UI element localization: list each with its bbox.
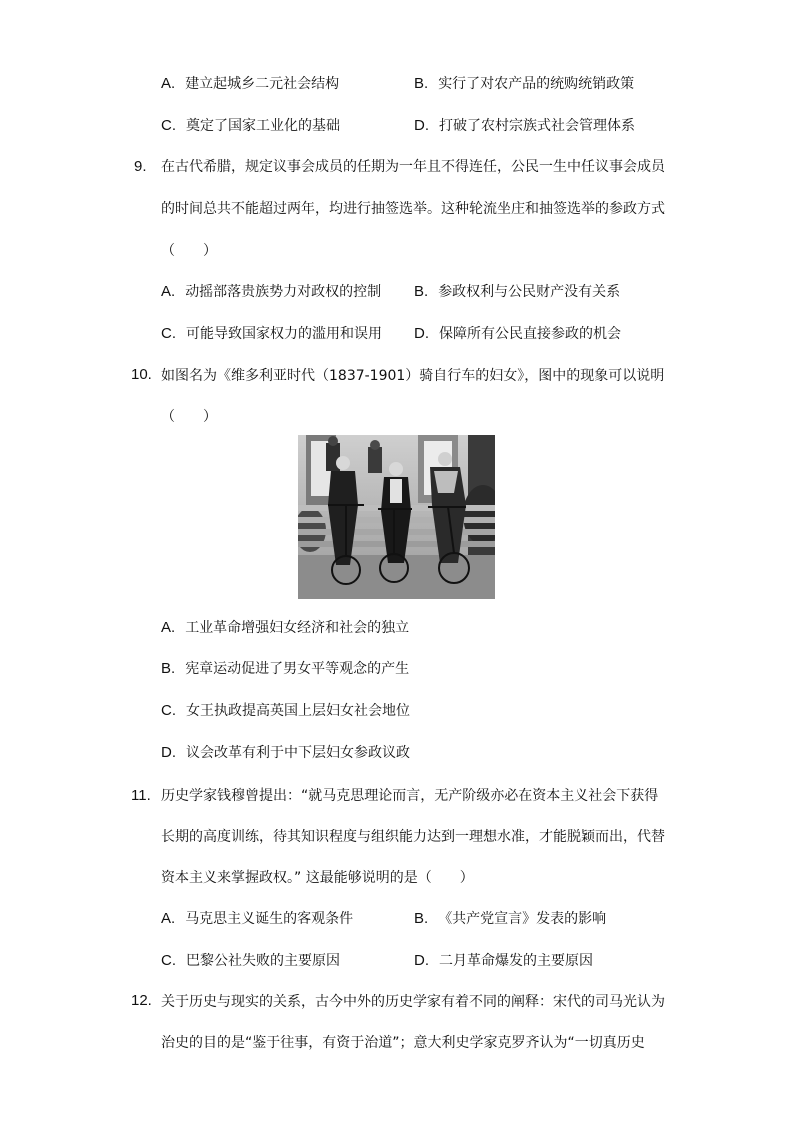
- option-text: 工业革命增强妇女经济和社会的独立: [185, 620, 410, 636]
- question-stem-line: 关于历史与现实的关系，古今中外的历史学家有着不同的阐释：宋代的司马光认为: [161, 994, 665, 1010]
- option-text: 保障所有公民直接参政的机会: [439, 326, 621, 342]
- q8-option-b[interactable]: [414, 73, 634, 93]
- option-letter: D.: [414, 952, 429, 969]
- option-letter: D.: [414, 117, 429, 134]
- option-letter: B.: [414, 283, 429, 300]
- question-stem-line: 治史的目的是“鉴于往事，有资于治道”；意大利史学家克罗齐认为“一切真历史: [161, 1035, 645, 1051]
- option-letter: A.: [161, 619, 176, 636]
- option-text: 可能导致国家权力的滥用和误用: [186, 326, 382, 342]
- option-letter: B.: [161, 660, 176, 677]
- q10-option-d[interactable]: [161, 742, 410, 762]
- answer-blank: （ ）: [161, 243, 217, 259]
- option-letter: A.: [161, 283, 176, 300]
- option-text: 建立起城乡二元社会结构: [185, 76, 340, 92]
- question-number: 11.: [131, 787, 151, 804]
- q8-option-d[interactable]: [414, 115, 635, 135]
- option-text: 女王执政提高英国上层妇女社会地位: [186, 703, 410, 719]
- bicycle-women-photo: [298, 435, 495, 599]
- q9-option-d[interactable]: [414, 323, 621, 343]
- option-letter: A.: [161, 910, 176, 927]
- q11-option-d[interactable]: [414, 950, 593, 970]
- question-stem-line: 资本主义来掌握政权。” 这最能够说明的是（ ）: [161, 870, 474, 886]
- question-stem-line: 在古代希腊，规定议事会成员的任期为一年且不得连任，公民一生中任议事会成员: [161, 159, 665, 175]
- question-stem-line: 历史学家钱穆曾提出：“就马克思理论而言，无产阶级亦必在资本主义社会下获得: [161, 788, 659, 804]
- question-stem-line: 的时间总共不能超过两年，均进行抽签选举。这种轮流坐庄和抽签选举的参政方式: [161, 201, 665, 217]
- q11-option-a[interactable]: [161, 908, 353, 928]
- option-text: 巴黎公社失败的主要原因: [186, 953, 340, 969]
- q10-option-b[interactable]: [161, 658, 409, 678]
- option-text: 打破了农村宗族式社会管理体系: [439, 118, 635, 134]
- option-letter: D.: [414, 325, 429, 342]
- q8-option-a[interactable]: [161, 73, 339, 93]
- question-number: 9.: [134, 158, 147, 175]
- option-text: 议会改革有利于中下层妇女参政议政: [186, 745, 410, 761]
- option-text: 动摇部落贵族势力对政权的控制: [185, 284, 382, 300]
- q9-option-a[interactable]: [161, 281, 381, 301]
- option-text: 马克思主义诞生的客观条件: [185, 911, 354, 927]
- question-number: 12.: [131, 992, 152, 1009]
- option-letter: C.: [161, 702, 176, 719]
- option-letter: D.: [161, 744, 176, 761]
- option-text: 二月革命爆发的主要原因: [439, 953, 593, 969]
- q9-option-b[interactable]: [414, 281, 620, 301]
- option-text: 《共产党宣言》发表的影响: [438, 911, 607, 927]
- option-text: 实行了对农产品的统购统销政策: [438, 76, 635, 92]
- option-text: 奠定了国家工业化的基础: [186, 118, 340, 134]
- answer-blank: （ ）: [161, 409, 217, 425]
- q10-option-a[interactable]: [161, 617, 409, 637]
- question-stem-line: 长期的高度训练，待其知识程度与组织能力达到一理想水准，才能脱颖而出，代替: [161, 829, 665, 845]
- option-letter: B.: [414, 75, 429, 92]
- q11-option-b[interactable]: [414, 908, 606, 928]
- option-text: 参政权利与公民财产没有关系: [438, 284, 621, 300]
- q11-option-c[interactable]: [161, 950, 340, 970]
- option-letter: B.: [414, 910, 429, 927]
- option-letter: C.: [161, 117, 176, 134]
- q8-option-c[interactable]: [161, 115, 340, 135]
- question-stem-line: 如图名为《维多利亚时代（1837-1901）骑自行车的妇女》，图中的现象可以说明: [161, 368, 665, 384]
- option-letter: A.: [161, 75, 176, 92]
- q10-option-c[interactable]: [161, 700, 410, 720]
- option-text: 宪章运动促进了男女平等观念的产生: [185, 661, 410, 677]
- q9-option-c[interactable]: [161, 323, 382, 343]
- option-letter: C.: [161, 325, 176, 342]
- photo-icon: [298, 435, 495, 599]
- question-number: 10.: [131, 366, 152, 383]
- option-letter: C.: [161, 952, 176, 969]
